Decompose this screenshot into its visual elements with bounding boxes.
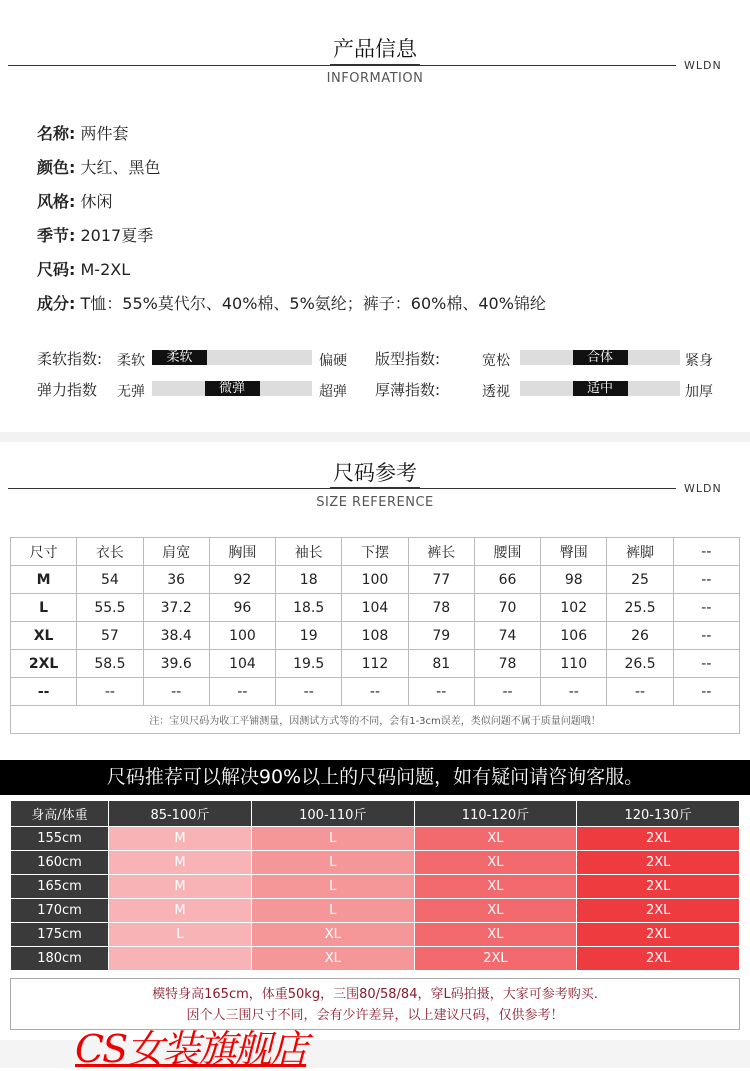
table-cell: 26.5 [607,650,673,678]
table-row [11,622,740,650]
index-left-label: 宽松 [482,353,510,369]
table-cell: -- [673,678,739,706]
table-cell: 96 [209,594,275,622]
table-cell: -- [673,622,739,650]
table-cell: 18.5 [276,594,342,622]
table-cell: -- [77,678,143,706]
table-cell: 155cm [11,827,109,851]
column-header: 臀围 [541,538,607,566]
index-row [375,348,715,368]
column-header: 110-120斤 [414,801,577,827]
table-cell: -- [143,678,209,706]
brand-label: WLDN [684,59,722,72]
table-cell: 25.5 [607,594,673,622]
table-cell: -- [209,678,275,706]
info-label: 颜色: [37,158,76,177]
index-label: 厚薄指数: [375,381,441,399]
table-cell: -- [408,678,474,706]
index-marker: 适中 [573,381,628,396]
table-cell: 2XL [577,899,740,923]
table-cell: L [109,923,252,947]
index-left-label: 透视 [482,384,510,400]
table-row [11,947,740,971]
table-cell: 39.6 [143,650,209,678]
table-cell [109,947,252,971]
recommendation-banner: 尺码推荐可以解决90%以上的尺码问题，如有疑问请咨询客服。 [0,760,750,795]
table-cell: 25 [607,566,673,594]
table-cell: 106 [541,622,607,650]
column-header: 120-130斤 [577,801,740,827]
table-cell: XL [414,827,577,851]
index-marker: 微弹 [205,381,260,396]
table-cell: L [11,594,77,622]
index-left-label: 无弹 [117,384,145,400]
index-right-label: 加厚 [685,384,713,400]
table-cell: XL [414,851,577,875]
section-title-size: 尺码参考 [333,461,417,485]
table-cell: 38.4 [143,622,209,650]
table-cell: 54 [77,566,143,594]
info-value: T恤：55%莫代尔、40%棉、5%氨纶；裤子：60%棉、40%锦纶 [80,294,546,313]
table-cell: -- [673,566,739,594]
table-cell: 36 [143,566,209,594]
table-row [11,827,740,851]
model-note [10,978,740,1030]
column-header: 肩宽 [143,538,209,566]
info-row [37,155,161,178]
table-cell: 110 [541,650,607,678]
size-table [10,537,740,734]
table-cell: 180cm [11,947,109,971]
watermark: CS女装旗舰店 [75,1027,307,1071]
info-value: 大红、黑色 [80,158,161,177]
table-cell: L [251,827,414,851]
table-cell: -- [673,650,739,678]
info-row [37,291,546,314]
info-row [37,257,130,280]
index-marker: 合体 [573,350,628,365]
table-row [11,923,740,947]
index-row [37,379,377,399]
index-right-label: 紧身 [685,353,713,369]
table-cell: 81 [408,650,474,678]
size-recommendation-table [10,800,740,971]
table-cell: -- [541,678,607,706]
table-cell: 92 [209,566,275,594]
column-header: 85-100斤 [109,801,252,827]
divider-accent [330,64,420,66]
table-cell: 79 [408,622,474,650]
table-cell: 108 [342,622,408,650]
table-cell: XL [414,875,577,899]
table-row [11,594,740,622]
table-cell: 104 [342,594,408,622]
table-cell: 77 [408,566,474,594]
table-cell: 57 [77,622,143,650]
table-cell: 37.2 [143,594,209,622]
table-cell: 74 [474,622,540,650]
index-right-label: 偏硬 [319,353,347,369]
index-label: 版型指数: [375,350,441,368]
info-label: 风格: [37,192,76,211]
table-row [11,899,740,923]
table-cell: 165cm [11,875,109,899]
table-cell: 2XL [414,947,577,971]
table-row [11,851,740,875]
table-cell: XL [414,923,577,947]
table-cell: 66 [474,566,540,594]
info-row [37,121,129,144]
index-bar [152,350,312,365]
table-cell: 100 [209,622,275,650]
table-cell: 2XL [577,923,740,947]
table-cell: XL [414,899,577,923]
table-cell: M [109,899,252,923]
column-header: 尺寸 [11,538,77,566]
table-cell: 18 [276,566,342,594]
table-row [11,875,740,899]
info-value: 两件套 [80,124,129,143]
info-label: 季节: [37,226,76,245]
column-header: 下摆 [342,538,408,566]
table-cell: 19.5 [276,650,342,678]
index-right-label: 超弹 [319,384,347,400]
table-cell: -- [607,678,673,706]
table-cell: 102 [541,594,607,622]
table-cell: 100 [342,566,408,594]
table-cell: XL [11,622,77,650]
table-cell: XL [251,947,414,971]
table-row [11,566,740,594]
table-cell: M [109,851,252,875]
table-cell: 78 [474,650,540,678]
model-note-line: 因个人三围尺寸不同，会有少许差异，以上建议尺码，仅供参考！ [186,1008,564,1023]
brand-label: WLDN [684,482,722,495]
table-cell: L [251,875,414,899]
index-row [37,348,377,368]
table-cell: M [11,566,77,594]
column-header: 身高/体重 [11,801,109,827]
table-cell: 2XL [11,650,77,678]
index-label: 柔软指数: [37,350,103,368]
table-row [11,650,740,678]
table-cell: -- [11,678,77,706]
table-cell: L [251,851,414,875]
column-header: 裤长 [408,538,474,566]
info-label: 成分: [37,294,76,313]
table-cell: 98 [541,566,607,594]
table-header-row [11,538,740,566]
table-cell: 104 [209,650,275,678]
index-label: 弹力指数 [37,381,98,399]
table-cell: 160cm [11,851,109,875]
index-left-label: 柔软 [117,353,145,369]
table-cell: 19 [276,622,342,650]
index-bar [520,381,680,396]
model-note-line: 模特身高165cm，体重50kg，三围80/58/84，穿L码拍摄，大家可参考购买. [152,987,598,1002]
section-subtitle-info: INFORMATION [326,71,424,86]
column-header: 腰围 [474,538,540,566]
table-cell: M [109,827,252,851]
index-row [375,379,715,399]
table-cell: XL [251,923,414,947]
table-cell: 112 [342,650,408,678]
table-cell: 2XL [577,851,740,875]
info-label: 名称: [37,124,76,143]
table-cell: 78 [408,594,474,622]
size-note: 注：宝贝尺码为收工平铺测量，因测试方式等的不同，会有1-3cm误差，类似问题不属于质量问题哦！ [11,706,740,734]
info-label: 尺码: [37,260,76,279]
table-cell: 2XL [577,947,740,971]
index-marker: 柔软 [152,350,207,365]
index-bar [520,350,680,365]
table-cell: 70 [474,594,540,622]
table-cell: 26 [607,622,673,650]
info-value: 2017夏季 [80,226,154,245]
column-header: 100-110斤 [251,801,414,827]
column-header: 裤脚 [607,538,673,566]
section-title-info: 产品信息 [333,37,417,61]
table-cell: L [251,899,414,923]
table-row [11,678,740,706]
info-row [37,223,153,246]
column-header: 胸围 [209,538,275,566]
table-cell: -- [342,678,408,706]
section-separator [0,432,750,442]
info-value: 休闲 [80,192,113,211]
table-cell: 2XL [577,827,740,851]
info-value: M-2XL [80,260,131,279]
table-cell: 170cm [11,899,109,923]
table-cell: M [109,875,252,899]
table-cell: -- [474,678,540,706]
column-header: 袖长 [276,538,342,566]
divider-accent [330,487,420,489]
table-cell: 175cm [11,923,109,947]
table-cell: -- [673,594,739,622]
index-bar [152,381,312,396]
info-row [37,189,113,212]
column-header: -- [673,538,739,566]
section-subtitle-size: SIZE REFERENCE [316,495,434,510]
table-cell: -- [276,678,342,706]
table-cell: 55.5 [77,594,143,622]
table-cell: 2XL [577,875,740,899]
table-cell: 58.5 [77,650,143,678]
column-header: 衣长 [77,538,143,566]
